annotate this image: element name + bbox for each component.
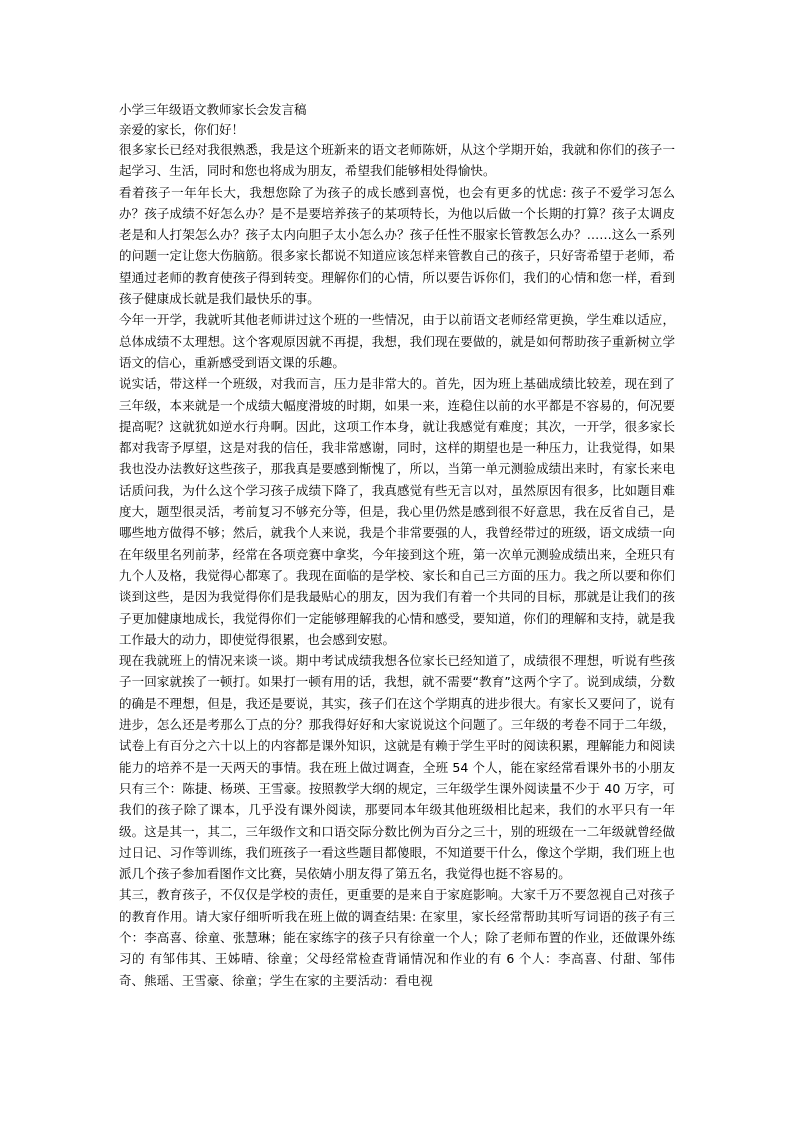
paragraph-concerns: 看着孩子一年年长大，我想您除了为孩子的成长感到喜悦，也会有更多的忧虑: 孩子不爱学习怎么办？孩子成绩不好怎么办？是不是要培养孩子的某项特长，为他以后做一个长期的打算？孩子太调皮老是和人打架怎么办？孩子太内向胆子太小怎么办？孩子任性不服家长管教怎么办？……这么一系列的问题一定让您大伤脑筋。很多家长都说不知道应该怎样来管教自己的孩子，只好寄希望于老师，希望通过老师的教育使孩子得到转变。理解你们的心情，所以要告诉你们，我们的心情和您一样，看到孩子健康成长就是我们最快乐的事。 bbox=[119, 184, 675, 307]
document-page bbox=[119, 97, 675, 991]
paragraph-class-situation: 今年一开学，我就听其他老师讲过这个班的一些情况，由于以前语文老师经常更换，学生难以适应，总体成绩不太理想。这个客观原因就不再提，我想，我们现在要做的，就是如何帮助孩子重新树立学语文的信心，重新感受到语文课的乐趣。 bbox=[119, 312, 675, 370]
greeting: 亲爱的家长，你们好！ bbox=[119, 122, 245, 137]
paragraph-intro: 很多家长已经对我很熟悉，我是这个班新来的语文老师陈妍，从这个学期开始，我就和你们的孩子一起学习、生活，同时和您也将成为朋友，希望我们能够相处得愉快。 bbox=[119, 142, 675, 179]
paragraph-exam-results: 现在我就班上的情况来谈一谈。期中考试成绩我想各位家长已经知道了，成绩很不理想，听说有些孩子一回家就挨了一顿打。如果打一顿有用的话，我想，就不需要“教育”这两个字了。说到成绩，分数的确是不理想，但是，我还是要说，其实，孩子们在这个学期真的进步很大。有家长又要问了，说有进步，怎么还是考那么丁点的分？那我得好好和大家说说这个问题了。三年级的考卷不同于二年级，试卷上有百分之六十以上的内容都是课外知识，这就是有赖于学生平时的阅读积累，理解能力和阅读能力的培养不是一天两天的事情。我在班上做过调查，全班 54 个人，能在家经常看课外书的小朋友只有三个：陈捷、杨瑛、王雪豪。按照教学大纲的规定，三年级学生课外阅读量不少于 40 万字，可我们的孩子除了课本，几乎没有课外阅读，那要同本年级其他班级相比起来，我们的水平只有一年级。这是其一，其二，三年级作文和口语交际分数比例为百分之三十，别的班级在一二年级就曾经做过日记、习作等训练，我们班孩子一看这些题目都傻眼，不知道要干什么，像这个学期，我们班上也派几个孩子参加看图作文比赛，吴依婧小朋友得了第五名，我觉得也挺不容易的。 bbox=[119, 653, 675, 882]
document-title: 小学三年级语文教师家长会发言稿 bbox=[119, 102, 307, 117]
paragraph-pressure: 说实话，带这样一个班级，对我而言，压力是非常大的。首先，因为班上基础成绩比较差，现在到了三年级，本来就是一个成绩大幅度滑坡的时期，如果一来，连稳住以前的水平都是不容易的，何况要提高呢？这就犹如逆水行舟啊。因此，这项工作本身，就让我感觉有难度；其次，一开学，很多家长都对我寄予厚望，这是对我的信任，我非常感谢，同时，这样的期望也是一种压力，让我觉得，如果我也没办法教好这些孩子，那我真是要感到惭愧了，所以，当第一单元测验成绩出来时，有家长来电话质问我，为什么这个学习孩子成绩下降了，我真感觉有些无言以对，虽然原因有很多，比如题目难度大，题型很灵活，考前复习不够充分等，但是，我心里仍然是感到很不好意思，我在反省自己，是哪些地方做得不够；然后，就我个人来说，我是个非常要强的人，我曾经带过的班级，语文成绩一向在年级里名列前茅，经常在各项竞赛中拿奖，今年接到这个班，第一次单元测验成绩出来，全班只有九个人及格，我觉得心都寒了。我现在面临的是学校、家长和自己三方面的压力。我之所以要和你们谈到这些，是因为我觉得你们是我最贴心的朋友，因为我们有着一个共同的目标，那就是让我们的孩子更加健康地成长，我觉得你们一定能够理解我的心情和感受，要知道，你们的理解和支持，就是我工作最大的动力，即使觉得很累，也会感到安慰。 bbox=[119, 376, 675, 647]
paragraph-family-education: 其三，教育孩子，不仅仅是学校的责任，更重要的是来自于家庭影响。大家千万不要忽视自己对孩子的教育作用。请大家仔细听听我在班上做的调查结果: 在家里，家长经常帮助其听写词语的孩子有三个：李高喜、徐童、张慧琳；能在家练字的孩子只有徐童一个人；除了老师布置的作业，还做课外练习的 有邹伟其、王姊晴、徐童；父母经常检查背诵情况和作业的有 6 个人：李高喜、付甜、邹伟奇、熊瑶、王雪豪、徐童；学生在家的主要活动：看电视 bbox=[119, 887, 675, 988]
